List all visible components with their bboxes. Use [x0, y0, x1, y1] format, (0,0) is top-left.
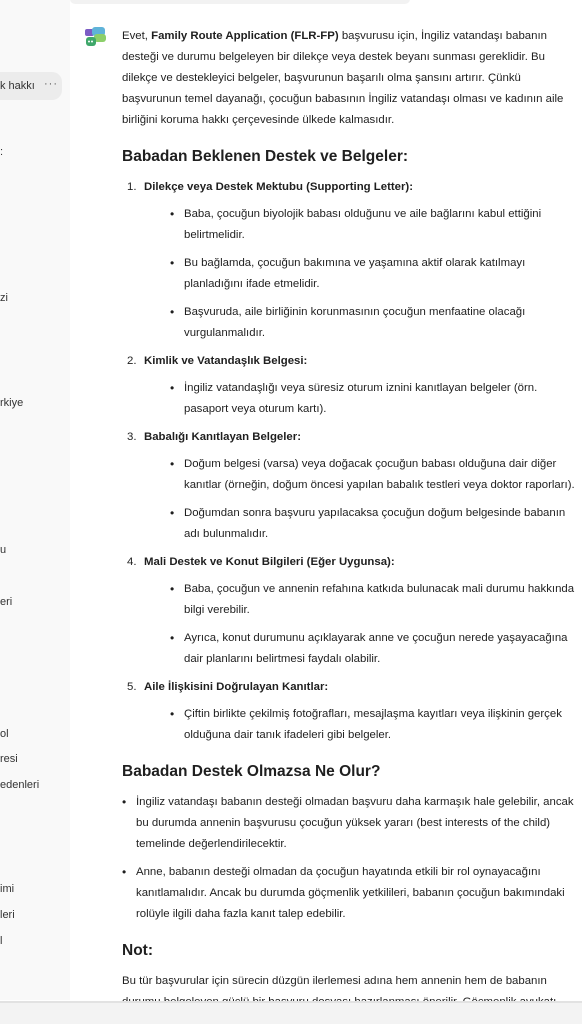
composer-area	[0, 1003, 582, 1024]
section-heading: Not:	[122, 942, 153, 959]
bullet-list	[144, 704, 582, 746]
bullet-item: • Anne, babanın desteği olmadan da çocuğun hayatında etkili bir rol oynayacağını kanıtlamalıdır. Ancak bu durumda göçmenlik yetkilileri, babanın çocuğun bakımındaki rolüyle ilgili daha fazla kanıt talep edebilir.	[122, 862, 582, 925]
list-number: 2.	[127, 355, 137, 367]
ordered-list	[122, 177, 582, 746]
bullet-item: • İngiliz vatandaşı babanın desteği olmadan başvuru daha karmaşık hale gelebilir, ancak bu durumda annenin başvurusu çocuğun yüksek yararı (best interests of the child) temelinde değerlendirilecektir.	[122, 792, 582, 855]
bullet-item: • Ayrıca, konut durumunu açıklayarak anne ve çocuğun nerede yaşayacağına dair planlarını belirtmesi faydalı olabilir.	[170, 628, 582, 670]
list-item-title: Kimlik ve Vatandaşlık Belgesi:	[144, 355, 308, 367]
list-item	[122, 351, 582, 420]
list-item	[122, 177, 582, 344]
bullet-item: • Doğum belgesi (varsa) veya doğacak çocuğun babası olduğuna dair diğer kanıtlar (örneğin, doğum öncesi yapılan babalık testleri veya doktor raporları).	[170, 454, 582, 496]
sidebar-item-label[interactable]: k hakkı	[0, 80, 35, 92]
list-item	[122, 677, 582, 746]
bullet-list	[144, 579, 582, 670]
list-number: 4.	[127, 556, 137, 568]
bullet-item: • İngiliz vatandaşlığı veya süresiz oturum iznini kanıtlayan belgeler (örn. pasaport veya oturum kartı).	[170, 378, 582, 420]
intro-paragraph	[122, 26, 582, 131]
list-number: 5.	[127, 681, 137, 693]
intro-text: Evet,	[122, 30, 152, 42]
bullet-item: • Baba, çocuğun biyolojik babası olduğunu ve aile bağlarını kabul ettiğini belirtmelidir.	[170, 204, 582, 246]
sidebar	[0, 0, 70, 1000]
bullet-list	[122, 792, 582, 925]
sidebar-item-label[interactable]: imi	[0, 883, 15, 895]
bullet-item: • Baba, çocuğun ve annenin refahına katkıda bulunacak mali durumu hakkında bilgi verebilir.	[170, 579, 582, 621]
sidebar-item-label[interactable]: edenleri	[0, 779, 40, 791]
bullet-item: • Doğumdan sonra başvuru yapılacaksa çocuğun doğum belgesinde babanın adı bulunmalıdır.	[170, 503, 582, 545]
note-paragraph: Bu tür başvurular için sürecin düzgün ilerlemesi adına hem annenin hem de babanın	[122, 975, 547, 987]
sidebar-item-label[interactable]: u	[0, 544, 7, 556]
sidebar-item-label[interactable]: ol	[0, 728, 9, 740]
sidebar-item-label[interactable]: zi	[0, 292, 8, 304]
list-item-title: Aile İlişkisini Doğrulayan Kanıtlar:	[144, 681, 329, 693]
bullet-item: • Başvuruda, aile birliğinin korunmasının çocuğun menfaatine olacağı vurgulanmalıdır.	[170, 302, 582, 344]
sidebar-item-label[interactable]: :	[0, 146, 4, 158]
more-options-icon[interactable]: ···	[44, 78, 58, 90]
sidebar-item-label[interactable]: leri	[0, 909, 15, 921]
message-content	[122, 26, 582, 1024]
assistant-avatar-icon	[84, 26, 108, 50]
list-item-title: Babalığı Kanıtlayan Belgeler:	[144, 431, 301, 443]
list-item-title: Mali Destek ve Konut Bilgileri (Eğer Uygunsa):	[144, 556, 395, 568]
list-number: 1.	[127, 181, 137, 193]
sidebar-item-label[interactable]: l	[0, 935, 3, 947]
sidebar-item-label[interactable]: resi	[0, 753, 18, 765]
bullet-list	[144, 378, 582, 420]
bullet-list	[144, 454, 582, 545]
list-item-title: Dilekçe veya Destek Mektubu (Supporting Letter):	[144, 181, 414, 193]
sidebar-item-label[interactable]: rkiye	[0, 397, 24, 409]
top-bar	[70, 0, 410, 4]
intro-text: başvurusu için, İngiliz vatandaşı babanın desteği ve durumu belgeleyen bir dilekçe veya destek beyanı sunması gereklidir. Bu dilekçe ve destekleyici belgeler, başvurunun başarılı olma şansını artırır. Çünkü başvurunun temel dayanağı, çocuğun babasının İngiliz vatandaşı olması ve kadının aile birliğini koruma hakkı çerçevesinde ülkede kalmasıdır.	[122, 30, 564, 126]
section-heading: Babadan Destek Olmazsa Ne Olur?	[122, 763, 381, 780]
bullet-list	[144, 204, 582, 344]
list-item	[122, 427, 582, 545]
section-heading: Babadan Beklenen Destek ve Belgeler:	[122, 148, 409, 165]
sidebar-item-label[interactable]: eri	[0, 596, 13, 608]
intro-bold: Family Route Application (FLR-FP)	[151, 30, 339, 42]
list-number: 3.	[127, 431, 137, 443]
bullet-item: • Çiftin birlikte çekilmiş fotoğrafları, mesajlaşma kayıtları veya ilişkinin gerçek olduğuna dair tanık ifadeleri gibi belgeler.	[170, 704, 582, 746]
list-item	[122, 552, 582, 670]
bullet-item: • Bu bağlamda, çocuğun bakımına ve yaşamına aktif olarak katılmayı planladığını ifade etmelidir.	[170, 253, 582, 295]
